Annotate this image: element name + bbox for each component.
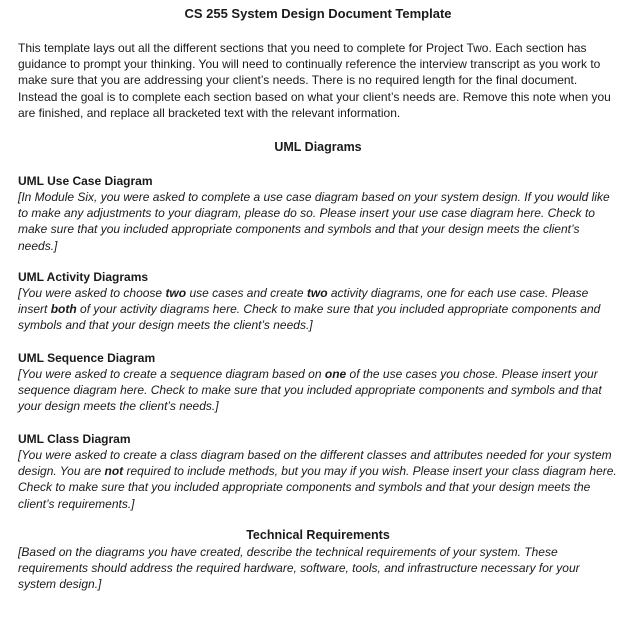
sequence-heading: UML Sequence Diagram: [18, 351, 156, 365]
class-heading: UML Class Diagram: [18, 432, 131, 446]
use-case-text: [In Module Six, you were asked to complete a use case diagram based on your system design. If you would like to make any adjustments to your diagram, please do so. Please insert your use case diagram here. Check to make sure that you included appropriate components and symbols and that your design meets the client’s needs.]: [18, 190, 610, 253]
class-text: [You were asked to create a class diagram based on the different classes and attributes needed for your system design. You are not required to include methods, but you may if you wish. Please insert your class diagram here. Check to make sure that you included appropriate components and symbols and that your design meets the client’s requirements.]: [18, 448, 617, 511]
technical-requirements-text: [Based on the diagrams you have created, describe the technical requirements of your system. These requirements should address the required hardware, software, tools, and infrastructure necessary for your system design.]: [18, 545, 580, 592]
intro-paragraph: This template lays out all the different sections that you need to complete for Project Two. Each section has guidance to prompt your thinking. You will need to continually reference the interview transcript as you work to make sure that you are addressing your client’s needs. There is no required length for the final document. Instead the goal is to complete each section based on what your client’s needs are. Remove this note when you are finished, and replace all bracketed text with the relevant information.: [18, 41, 611, 120]
uml-diagrams-heading: UML Diagrams: [274, 140, 362, 154]
technical-requirements-heading: Technical Requirements: [246, 528, 390, 542]
activity-heading: UML Activity Diagrams: [18, 270, 149, 284]
sequence-text: [You were asked to create a sequence diagram based on one of the use cases you chose. Please insert your sequence diagram here. Check to make sure that you included appropriate components and symbols and that your design meets the client’s needs.]: [18, 367, 602, 414]
activity-text: [You were asked to choose two use cases and create two activity diagrams, one for each use case. Please insert both of your activity diagrams here. Check to make sure that you included appropriate components and symbols and that your design meets the client’s needs.]: [18, 286, 601, 333]
use-case-heading: UML Use Case Diagram: [18, 174, 153, 188]
document-title: CS 255 System Design Document Template: [184, 6, 452, 21]
